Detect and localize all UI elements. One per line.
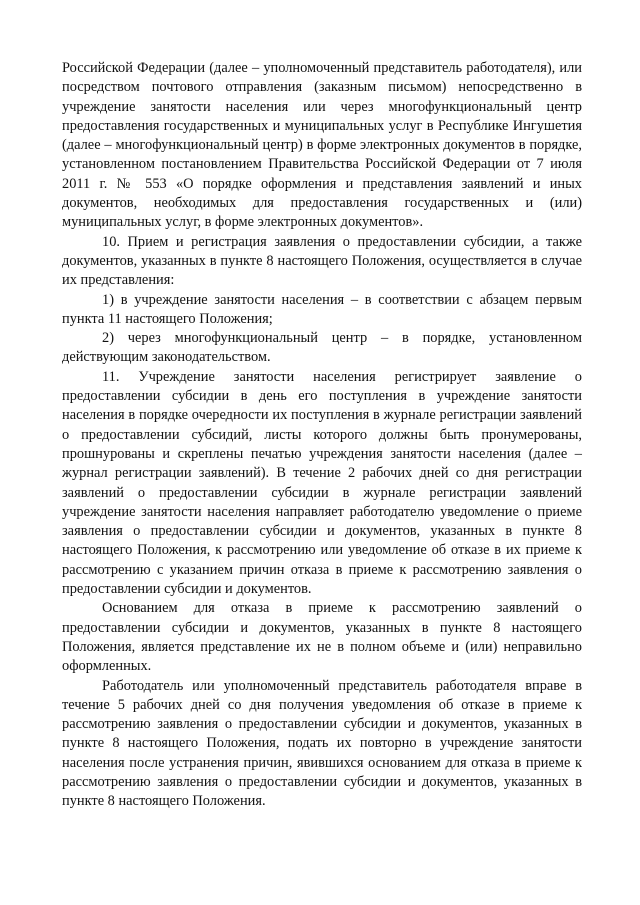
document-page <box>62 59 582 812</box>
paragraph-item-11: 11. Учреждение занятости населения регистрирует заявление о предоставлении субсидии в день его поступления в учреждение занятости населения в порядке очередности их поступления в журнале регистрации заявлений о предоставлении субсидий, листы которого должны быть пронумерованы, прошнурованы и скреплены печатью учреждения занятости населения (далее – журнал регистрации заявлений). В течение 2 рабочих дней со дня регистрации заявлений о предоставлении субсидии в журнале регистрации заявлений учреждение занятости населения направляет работодателю уведомление о приеме заявления о предоставлении субсидии и документов, указанных в пункте 8 настоящего Положения, к рассмотрению или уведомление об отказе в их приеме к рассмотрению с указанием причин отказа в приеме к рассмотрению заявления о предоставлении субсидии и документов. <box>62 368 582 598</box>
paragraph-item-10-2: 2) через многофункциональный центр – в порядке, установленном действующим законодательством. <box>62 330 582 366</box>
paragraph-resubmission: Работодатель или уполномоченный представитель работодателя вправе в течение 5 рабочих дней со дня получения уведомления об отказе в приеме к рассмотрению заявления о предоставлении субсидии и документов, указанных в пункте 8 настоящего Положения, подать их повторно в учреждение занятости населения после устранения причин, явившихся основанием для отказа в приеме к рассмотрению заявления о предоставлении субсидии и документов, указанных в пункте 8 настоящего Положения. <box>62 677 582 810</box>
paragraph-item-10-1: 1) в учреждение занятости населения – в соответствии с абзацем первым пункта 11 настоящего Положения; <box>62 291 582 327</box>
paragraph-refusal-grounds: Основанием для отказа в приеме к рассмотрению заявлений о предоставлении субсидии и документов, указанных в пункте 8 настоящего Положения, является представление их не в полном объеме и (или) неправильно оформленных. <box>62 600 582 675</box>
paragraph-item-10: 10. Прием и регистрация заявления о предоставлении субсидии, а также документов, указанных в пункте 8 настоящего Положения, осуществляется в случае их представления: <box>62 233 582 289</box>
paragraph-continuation: Российской Федерации (далее – уполномоченный представитель работодателя), или посредством почтового отправления (заказным письмом) непосредственно в учреждение занятости населения или через многофункциональный центр предоставления государственных и муниципальных услуг в Республике Ингушетия (далее – многофункциональный центр) в форме электронных документов в порядке, установленном постановлением Правительства Российской Федерации от 7 июля 2011 г. № 553 «О порядке оформления и представления заявлений и иных документов, необходимых для предоставления государственных и (или) муниципальных услуг, в форме электронных документов». <box>62 60 582 231</box>
